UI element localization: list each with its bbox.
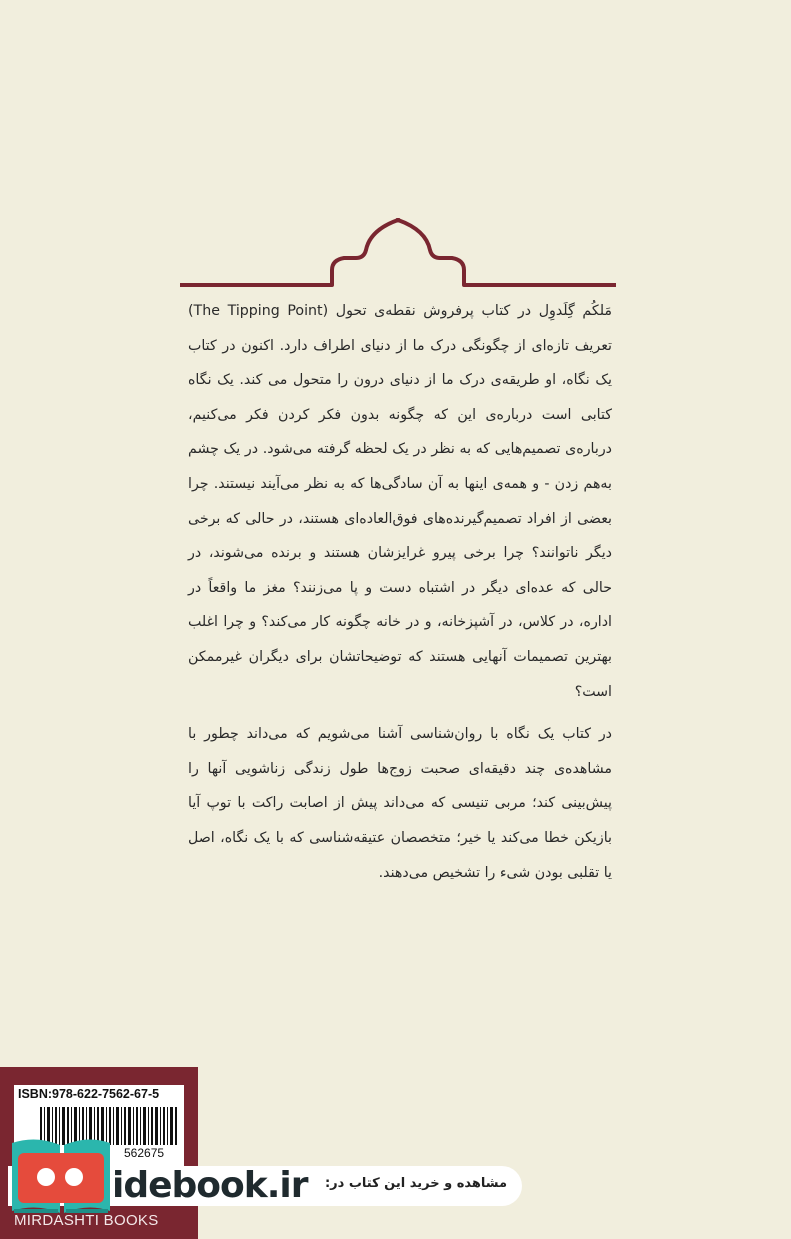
description-paragraph-2: در کتاب یک نگاه با روان‌شناسی آشنا می‌شویم که می‌داند چطور با مشاهده‌ی چند دقیقه‌ای صحبت زوج‌ها طول زندگی زناشویی آنها را پیش‌بینی کند؛ مربی تنیسی که می‌داند پیش از اصابت راکت با توپ آیا بازیکن خطا می‌کند یا خیر؛ متخصصان عتیقه‌شناسی که با یک نگاه، اصل یا تقلبی بودن شیء را تشخیص می‌دهند. xyxy=(188,726,612,881)
watermark-brand[interactable]: idebook.ir xyxy=(112,1165,308,1206)
isbn-label: ISBN:978-622-7562-67-5 xyxy=(18,1087,160,1101)
publisher-name: MIRDASHTI BOOKS xyxy=(14,1212,159,1229)
description-paragraph-1: مَلکُم گِلَدوِل در کتاب پرفروش نقطه‌ی تحول (The Tipping Point) تعریف تازه‌ای از چگونگی درک ما از دنیای اطراف دارد. اکنون در کتاب یک نگاه، او طریقه‌ی درک ما از دنیای درون را متحول می کند. یک نگاه کتابی است درباره‌ی این که چگونه بدون فکر کردن فکر می‌کنیم، درباره‌ی تصمیم‌هایی که به نظر در یک لحظه گرفته می‌شود. در یک چشم به‌هم زدن - و همه‌ی اینها به آن سادگی‌ها که به نظر می‌آیند نیستند. چرا بعضی از افراد تصمیم‌گیرنده‌های فوق‌العاده‌ای هستند، در حالی که برخی دیگر ناتوانند؟ چرا برخی پیرو غرایزشان هستند و برنده می‌شوند، در حالی که عده‌ای دیگر در اشتباه دست و پا می‌زنند؟ مغز ما واقعاً در اداره، در کلاس، در آشپزخانه، و در خانه چگونه کار می‌کند؟ و چرا اغلب بهترین تصمیمات آنهایی هستند که توضیحاتشان برای دیگران غیرممکن است؟ xyxy=(188,303,612,700)
arch-dome-divider-icon xyxy=(180,218,616,290)
description xyxy=(188,294,612,890)
book-logo-icon xyxy=(8,1129,114,1215)
watermark-cta: مشاهده و خرید این کتاب در: xyxy=(324,1176,508,1191)
barcode-number: 562675 xyxy=(124,1146,165,1160)
